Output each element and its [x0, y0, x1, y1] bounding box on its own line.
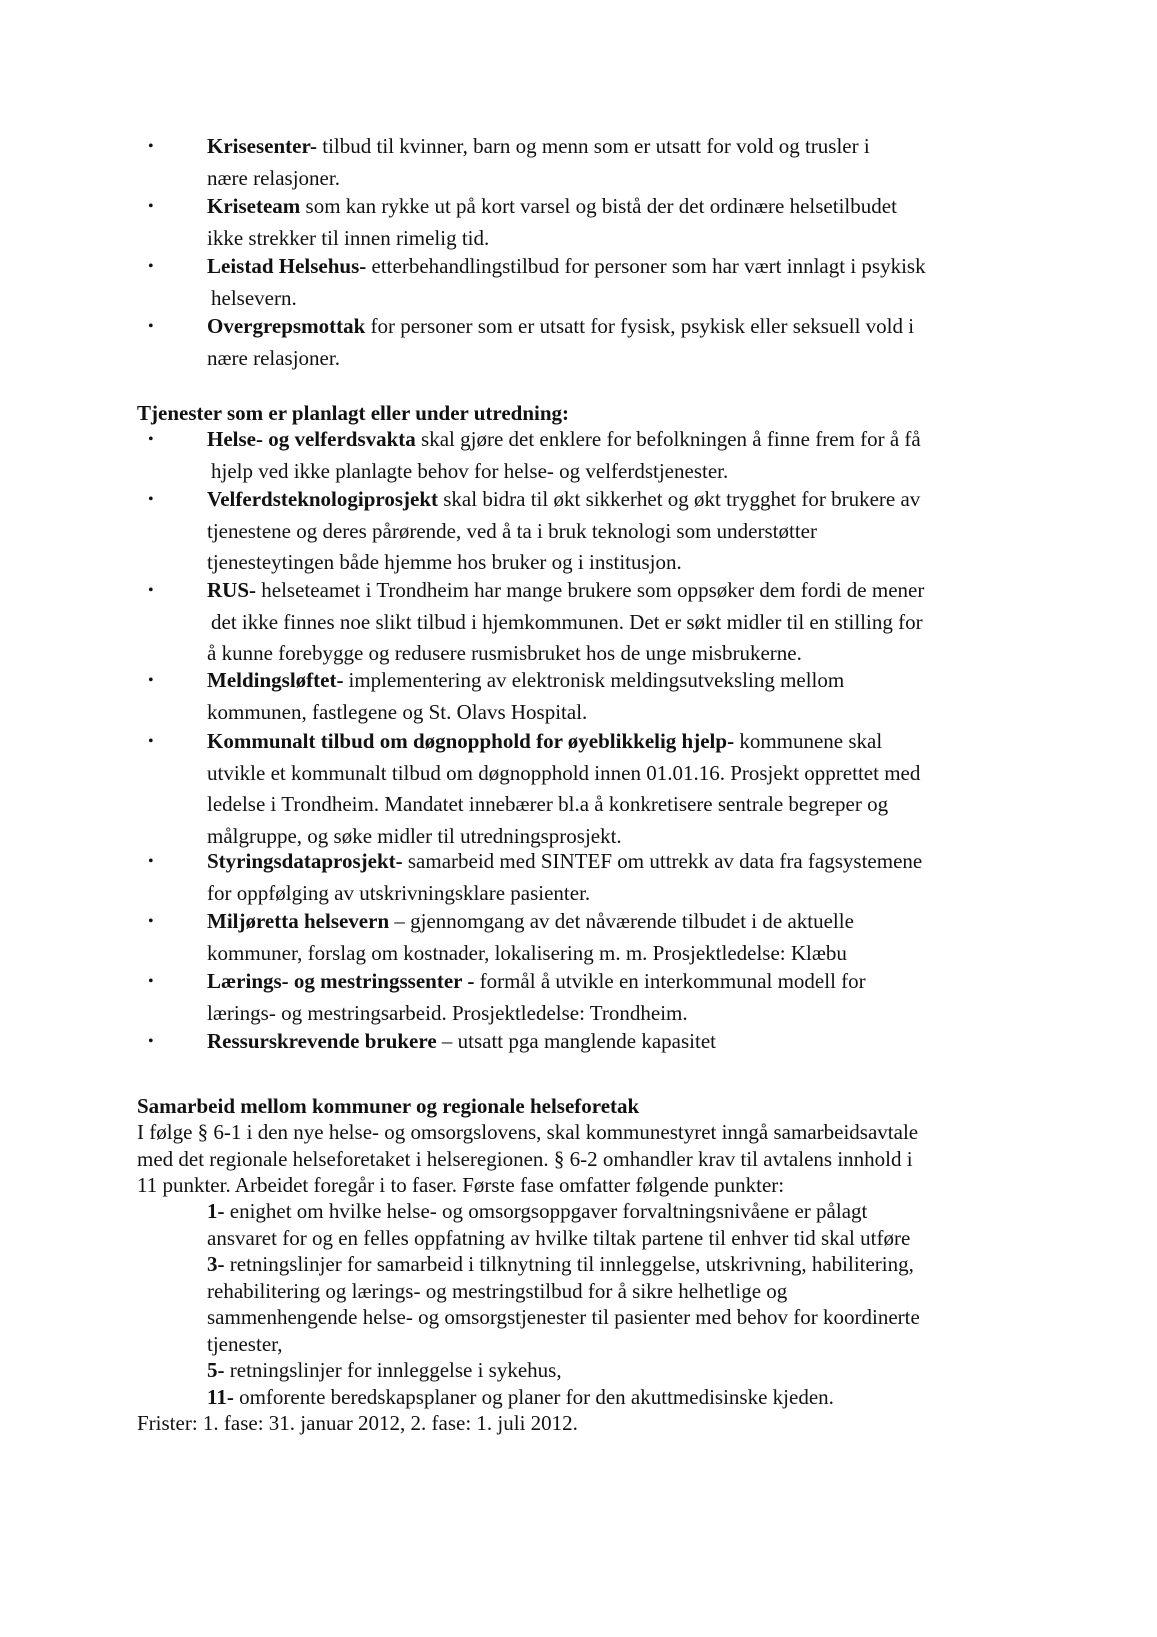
item-title: Leistad Helsehus-: [207, 254, 367, 278]
item-title: Kriseteam: [207, 194, 301, 218]
item-title: Overgrepsmottak: [207, 314, 366, 338]
point-number: 1-: [207, 1199, 225, 1223]
item-title: RUS-: [207, 578, 257, 602]
point-number: 5-: [207, 1358, 225, 1382]
item-title: Lærings- og mestringssenter -: [207, 969, 475, 993]
item-title: Kommunalt tilbud om døgnopphold for øyeblikkelig hjelp-: [207, 729, 735, 753]
bullet-icon: •: [148, 138, 154, 155]
bullet-icon: •: [148, 431, 154, 448]
bullet-icon: •: [148, 853, 154, 870]
bullet-icon: •: [148, 582, 154, 599]
point-item: 11- omforente beredskapsplaner og planer for den akuttmedisinske kjeden.: [207, 1384, 834, 1409]
section-heading-planned: Tjenester som er planlagt eller under utredning:: [137, 401, 570, 425]
point-item: 5- retningslinjer for innleggelse i sykehus,: [207, 1358, 562, 1382]
bullet-icon: •: [148, 258, 154, 275]
item-title: Ressurskrevende brukere: [207, 1029, 437, 1053]
point-item: 1- enighet om hvilke helse- og omsorgsoppgaver forvaltningsnivåene er pålagt: [207, 1199, 868, 1223]
bullet-icon: •: [148, 318, 154, 335]
document-page: • Krisesenter- tilbud til kvinner, barn og menn som er utsatt for vold og trusler i nære relasjoner. • Kriseteam som kan rykke ut på kort varsel og bistå der det ordinære helsetilbudet ikke strekker til innen rimelig tid. • Leistad Helsehus- etterbehandlingstilbud for personer som har vært innlagt i psykisk helsevern. • Overgrepsmottak for personer som er utsatt for fysisk, psykisk eller seksuell vold i nære relasjoner. Tjenester som er planlagt eller under utredning: • Helse- og velferdsvakta skal gjøre det enklere for befolkningen å finne frem for å få hjelp ved ikke planlagte behov for helse- og velferdstjenester. • Velferdsteknologiprosjekt skal bidra til økt sikkerhet og økt trygghet for brukere av tjenestene og deres pårørende, ved å ta i bruk teknologi som understøtter tjenesteytingen både hjemme hos bruker og i institusjon. • RUS- helseteamet i Trondheim har mange brukere som oppsøker dem fordi de mener det ikke finnes noe slikt tilbud i hjemkommunen. Det er søkt midler til en stilling for å kunne forebygge og redusere rusmisbruket hos de unge misbrukerne. • Meldingsløftet- implementering av elektronisk meldingsutveksling mellom kommunen, fastlegene og St. Olavs Hospital. • Kommunalt tilbud om døgnopphold for øyeblikkelig hjelp- kommunene skal utvikle et kommunalt tilbud om døgnopphold innen 01.01.16. Prosjekt opprettet med ledelse i Trondheim. Mandatet innebærer bl.a å konkretisere sentrale begreper og målgruppe, og søke midler til utredningsprosjekt. • Styringsdataprosjekt- samarbeid med SINTEF om uttrekk av data fra fagsystemene for oppfølging av utskrivningsklare pasienter. • Miljøretta helsevern – gjennomgang av det nåværende tilbudet i de aktuelle kommuner, forslag om kostnader, lokalisering m. m. Prosjektledelse: Klæbu • Lærings- og mestringssenter - formål å utvikle en interkommunal modell for lærings- og mestringsarbeid. Prosjektledelse: Trondheim. • Ressurskrevende brukere – utsatt pga manglende kapasitet Samarbeid mellom kommuner og regionale helseforetak I følge § 6-1 i den nye helse- og omsorgslovens, skal kommunestyret inngå samarbeidsavtale med det regionale helseforetaket i helseregionen. § 6-2 omhandler krav til avtalens innhold i 11 punkter. Arbeidet foregår i to faser. Første fase omfatter følgende punkter: 1- enighet om hvilke helse- og omsorgsoppgaver forvaltningsnivåene er pålagt ansvaret for og en felles oppfatning av hvilke tiltak partene til enhver tid skal utføre 3- retningslinjer for samarbeid i tilknytning til innleggelse, utskrivning, habilitering, rehabilitering og lærings- og mestringstilbud for å sikre helhetlige og sammenhengende helse- og omsorgstjenester til pasienter med behov for koordinerte tjenester, 5- retningslinjer for innleggelse i sykehus, 11- omforente beredskapsplaner og planer for den akuttmedisinske kjeden. Frister: 1. fase: 31. januar 2012, 2. fase: 1. juli 2012.: [0, 0, 1157, 1637]
item-title: Helse- og velferdsvakta: [207, 427, 416, 451]
item-title: Krisesenter-: [207, 134, 318, 158]
bullet-icon: •: [148, 1033, 154, 1050]
bullet-icon: •: [148, 973, 154, 990]
deadlines-line: Frister: 1. fase: 31. januar 2012, 2. fase: 1. juli 2012.: [137, 1411, 578, 1435]
item-title: Miljøretta helsevern: [207, 909, 390, 933]
bullet-icon: •: [148, 913, 154, 930]
bullet-icon: •: [148, 491, 154, 508]
agreement-points: 1- enighet om hvilke helse- og omsorgsoppgaver forvaltningsnivåene er pålagt ansvaret for og en felles oppfatning av hvilke tiltak partene til enhver tid skal utføre 3- retningslinjer for samarbeid i tilknytning til innleggelse, utskrivning, habilitering, rehabilitering og lærings- og mestringstilbud for å sikre helhetlige og sammenhengende helse- og omsorgstjenester til pasienter med behov for koordinerte tjenester, 5- retningslinjer for innleggelse i sykehus, 11- omforente beredskapsplaner og planer for den akuttmedisinske kjeden.: [207, 1199, 920, 1409]
point-item: 3- retningslinjer for samarbeid i tilknytning til innleggelse, utskrivning, habilitering,: [207, 1252, 914, 1276]
item-title: Meldingsløftet-: [207, 668, 344, 692]
item-title: Velferdsteknologiprosjekt: [207, 487, 438, 511]
item-title: Styringsdataprosjekt-: [207, 849, 403, 873]
section-heading-cooperation: Samarbeid mellom kommuner og regionale helseforetak: [137, 1094, 640, 1118]
bullet-icon: •: [148, 733, 154, 750]
point-number: 3-: [207, 1252, 225, 1276]
bullet-icon: •: [148, 672, 154, 689]
intro-paragraph: I følge § 6-1 i den nye helse- og omsorgslovens, skal kommunestyret inngå samarbeidsavtale med det regionale helseforetaket i helseregionen. § 6-2 omhandler krav til avtalens innhold i 11 punkter. Arbeidet foregår i to faser. Første fase omfatter følgende punkter:: [137, 1120, 919, 1197]
bullet-icon: •: [148, 198, 154, 215]
point-number: 11-: [207, 1384, 234, 1409]
